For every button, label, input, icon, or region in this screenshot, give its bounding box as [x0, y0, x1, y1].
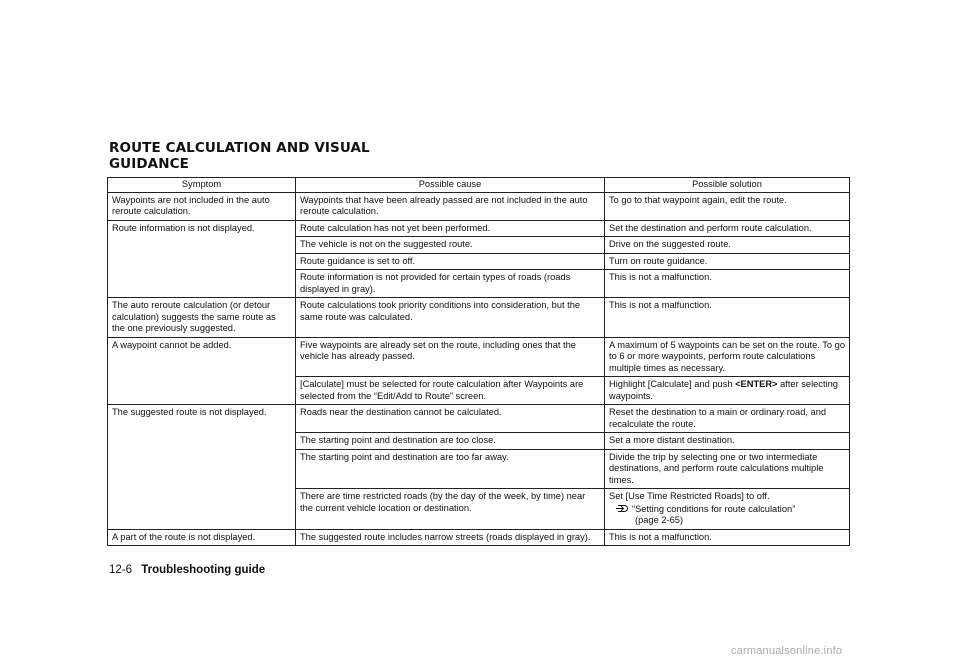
solution-cell: Set a more distant destination. — [605, 433, 850, 450]
cause-cell: Route calculation has not yet been performed. — [296, 220, 605, 237]
table-row — [108, 529, 850, 546]
symptom-cell: The suggested route is not displayed. — [108, 405, 296, 530]
table-row — [108, 192, 850, 220]
section-title — [109, 140, 370, 172]
chapter-title: Troubleshooting guide — [141, 564, 266, 576]
solution-cell: This is not a malfunction. — [605, 529, 850, 546]
reference-text: “Setting conditions for route calculation” — [632, 503, 796, 514]
cause-cell: The vehicle is not on the suggested route. — [296, 237, 605, 254]
solution-cell: This is not a malfunction. — [605, 270, 850, 298]
cause-cell: Route information is not provided for certain types of roads (roads displayed in gray). — [296, 270, 605, 298]
cause-cell: Waypoints that have been already passed are not included in the auto reroute calculation. — [296, 192, 605, 220]
solution-cell: A maximum of 5 waypoints can be set on the route. To go to 6 or more waypoints, perform route calculations multiple times as necessary. — [605, 337, 850, 377]
solution-cell: To go to that waypoint again, edit the route. — [605, 192, 850, 220]
table-row — [108, 220, 850, 237]
table-row — [108, 298, 850, 338]
solution-text: Highlight [Calculate] and push — [609, 379, 736, 389]
solution-cell — [605, 489, 850, 530]
symptom-cell: Waypoints are not included in the auto reroute calculation. — [108, 192, 296, 220]
cause-cell: Route guidance is set to off. — [296, 253, 605, 270]
cause-cell: There are time restricted roads (by the day of the week, by time) near the current vehicle location or destination. — [296, 489, 605, 530]
solution-text: after selecting waypoints. — [609, 379, 838, 401]
solution-cell: Turn on route guidance. — [605, 253, 850, 270]
symptom-cell: Route information is not displayed. — [108, 220, 296, 298]
header-solution: Possible solution — [605, 178, 850, 193]
solution-cell: Reset the destination to a main or ordinary road, and recalculate the route. — [605, 405, 850, 433]
table-row — [108, 337, 850, 377]
table-row — [108, 405, 850, 433]
watermark: carmanualsonline.info — [731, 645, 843, 657]
page-footer — [109, 563, 265, 577]
solution-cell: This is not a malfunction. — [605, 298, 850, 338]
header-cause: Possible cause — [296, 178, 605, 193]
solution-cell: Drive on the suggested route. — [605, 237, 850, 254]
solution-cell — [605, 377, 850, 405]
page-number: 12-6 — [109, 564, 133, 576]
reference-hand-icon — [615, 503, 629, 514]
cause-cell: [Calculate] must be selected for route calculation after Waypoints are selected from the “Edit/Add to Route” screen. — [296, 377, 605, 405]
solution-cell: Divide the trip by selecting one or two intermediate destinations, and perform route calculations multiple times. — [605, 449, 850, 489]
cause-cell: The starting point and destination are too far away. — [296, 449, 605, 489]
solution-text: Set [Use Time Restricted Roads] to off. — [609, 491, 770, 501]
page-reference — [609, 503, 845, 516]
table-header-row — [108, 178, 850, 193]
reference-page: (page 2-65) — [635, 515, 684, 525]
enter-key-label: <ENTER> — [735, 379, 778, 389]
cause-cell: The starting point and destination are too close. — [296, 433, 605, 450]
cause-cell: The suggested route includes narrow streets (roads displayed in gray). — [296, 529, 605, 546]
solution-cell: Set the destination and perform route calculation. — [605, 220, 850, 237]
cause-cell: Roads near the destination cannot be calculated. — [296, 405, 605, 433]
section-title-line2: GUIDANCE — [109, 156, 189, 172]
symptom-cell: A waypoint cannot be added. — [108, 337, 296, 405]
header-symptom: Symptom — [108, 178, 296, 193]
cause-cell: Five waypoints are already set on the route, including ones that the vehicle has already passed. — [296, 337, 605, 377]
section-title-line1: ROUTE CALCULATION AND VISUAL — [109, 140, 370, 156]
symptom-cell: The auto reroute calculation (or detour calculation) suggests the same route as the one previously suggested. — [108, 298, 296, 338]
troubleshooting-table — [107, 177, 850, 546]
cause-cell: Route calculations took priority conditions into consideration, but the same route was calculated. — [296, 298, 605, 338]
symptom-cell: A part of the route is not displayed. — [108, 529, 296, 546]
